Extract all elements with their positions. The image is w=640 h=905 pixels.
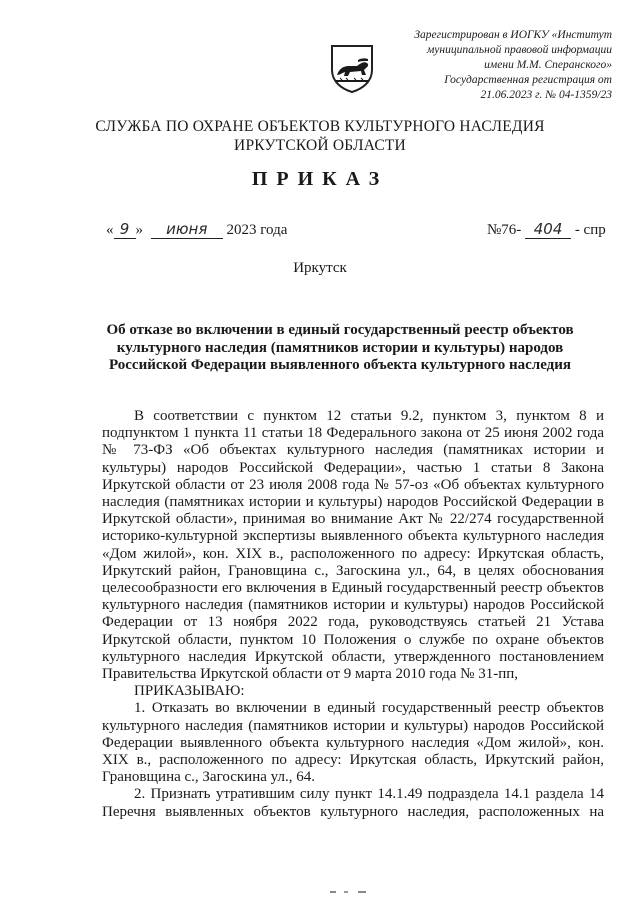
order-item-1: 1. Отказать во включении в единый государственный реестр объектов культурного наследия (памятников истории и культуры) народов Российской Федерации выявленного объекта культурного наследия «Дом жилой», кон. XIX в., расположенного по адресу: Иркутская область, Иркутский район, Грановщина с., Загоскина ул., 64. <box>102 700 604 786</box>
date-close-quote: » <box>135 222 143 238</box>
order-word: ПРИКАЗЫВАЮ: <box>134 683 245 700</box>
number-handwritten: 404 <box>525 221 571 239</box>
registration-line-4: Государственная регистрация от <box>444 74 612 86</box>
number-prefix: №76- <box>487 222 522 238</box>
date-open-quote: « <box>106 222 114 238</box>
date-month-handwritten: июня <box>151 221 223 239</box>
agency-name-line-1: СЛУЖБА ПО ОХРАНЕ ОБЪЕКТОВ КУЛЬТУРНОГО НАСЛЕДИЯ <box>95 118 545 135</box>
order-item-2: 2. Признать утратившим силу пункт 14.1.49 подраздела 14.1 раздела 14 Перечня выявленных объектов культурного наследия, расположенных на <box>102 786 604 820</box>
registration-line-5: 21.06.2023 г. № 04-1359/23 <box>480 89 612 101</box>
document-type: ПРИКАЗ <box>251 168 389 190</box>
title-line-1: Об отказе во включении в единый государственный реестр объектов <box>106 322 574 338</box>
order-date <box>106 220 287 240</box>
date-day-handwritten: 9 <box>114 221 136 239</box>
order-title <box>100 322 580 375</box>
preamble-paragraph: В соответствии с пунктом 12 статьи 9.2, пунктом 3, пунктом 8 и подпунктом 1 пункта 11 статьи 18 Федерального закона от 25 июня 2002 года № 73-ФЗ «Об объектах культурного наследия (памятниках истории и культуры) народов Российской Федерации», частью 1 статьи 8 Закона Иркутской области от 23 июля 2008 года № 57-оз «Об объектах культурного наследия (памятниках истории и культуры) народов Российской Федерации в Иркутской области», принимая во внимание Акт № 22/274 государственной историко-культурной экспертизы выявленного объекта культурного наследия «Дом жилой», кон. XIX в., расположенного по адресу: Иркутская область, Иркутский район, Грановщина с., Загоскина ул., 64, в целях обоснования целесообразности его включения в Единый государственный реестр объектов культурного наследия (памятников истории и культуры) народов Российской Федерации от 13 ноября 2022 года, руководствуясь статьей 21 Устава Иркутской области, пунктом 10 Положения о службе по охране объектов культурного наследия Иркутской области, утвержденного постановлением Правительства Иркутской области от 9 марта 2010 года № 31-пп, <box>102 408 604 683</box>
registration-line-2: муниципальной правовой информации <box>426 44 612 56</box>
title-line-2: культурного наследия (памятников истории и культуры) народов <box>116 339 564 356</box>
scan-artifact <box>330 890 370 894</box>
title-line-3: Российской Федерации выявленного объекта культурного наследия <box>108 357 572 373</box>
order-number <box>487 220 606 240</box>
order-body <box>102 408 604 821</box>
city-name: Иркутск <box>293 260 347 276</box>
date-year: 2023 года <box>226 222 288 238</box>
agency-name <box>0 117 640 155</box>
agency-name-line-2: ИРКУТСКОЙ ОБЛАСТИ <box>234 137 406 154</box>
number-suffix: - спр <box>574 222 606 238</box>
registration-stamp <box>382 28 612 103</box>
registration-line-3: имени М.М. Сперанского» <box>484 59 612 71</box>
registration-line-1: Зарегистрирован в ИОГКУ «Институт <box>414 29 612 41</box>
irkutsk-coat-of-arms-icon <box>328 42 376 94</box>
